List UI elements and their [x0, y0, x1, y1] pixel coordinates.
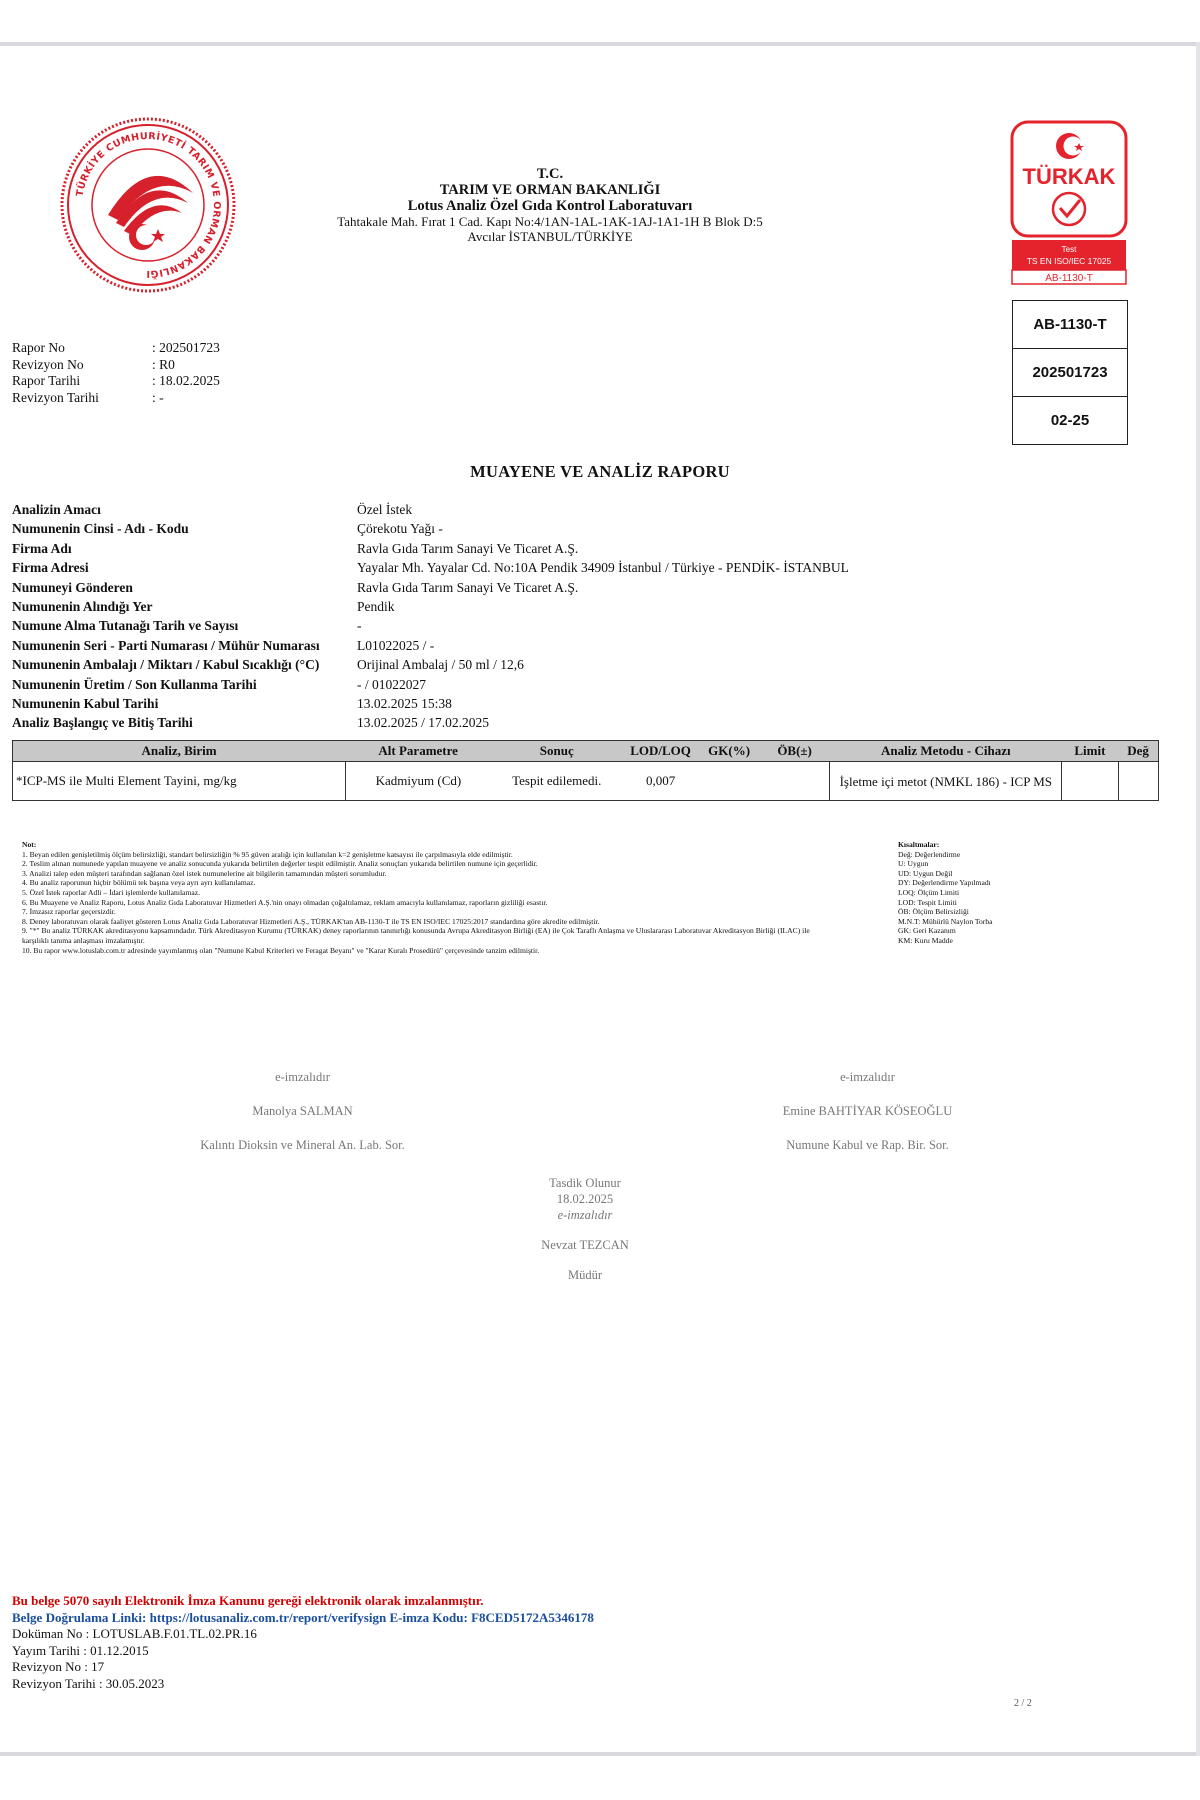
info-value: 13.02.2025 15:38 [357, 696, 452, 712]
info-row [12, 616, 1057, 635]
signature-right [695, 1060, 1040, 1162]
info-value: - / 01022027 [357, 676, 426, 692]
info-key: Numunenin Seri - Parti Numarası / Mühür Numarası [12, 637, 320, 653]
turkak-logo-text: TÜRKAK [1022, 164, 1116, 189]
meta-row [12, 373, 292, 390]
svg-text:TÜRKİYE CUMHURİYETİ TARIM VE O [75, 131, 222, 280]
meta-key: Revizyon No [12, 356, 84, 372]
info-value: Yayalar Mh. Yayalar Cd. No:10A Pendik 34909 İstanbul / Türkiye - PENDİK- İSTANBUL [357, 560, 849, 576]
col-header-gk: GK(%) [699, 741, 759, 762]
abbreviations-section [898, 840, 1078, 946]
meta-row [12, 390, 292, 407]
info-key: Numune Alma Tutanağı Tarih ve Sayısı [12, 618, 239, 634]
abbreviation-item: LOD: Tespit Limiti [898, 897, 957, 907]
table-row [13, 762, 1159, 801]
cell-gk [699, 762, 759, 801]
ministry-seal-logo [58, 115, 238, 295]
info-row [12, 694, 1057, 713]
signature-status: e-imzalıdır [840, 1070, 895, 1084]
note-item: 6. Bu Muayene ve Analiz Raporu, Lotus Analiz Gıda Laboratuvar Hizmetleri A.Ş.'nin onayı olmadan çoğaltılamaz, reklam amacıyla kullanılamaz, raporların gizliliği esastır. [22, 897, 548, 907]
cell-ob [759, 762, 830, 801]
col-header-ob: ÖB(±) [759, 741, 830, 762]
signature-title: Numune Kabul ve Rap. Bir. Sor. [786, 1138, 949, 1152]
turkak-standard: TS EN ISO/IEC 17025 [1026, 256, 1112, 266]
approval-date: 18.02.2025 [556, 1192, 614, 1206]
note-item: 2. Teslim alınan numunede yapılan muayene ve analiz sonucunda yukarıda belirtilen değerler tespit edilmiştir. Analiz sonuçları yukarıda belirtilen numune için geçerlidir. [22, 859, 538, 869]
info-row [12, 519, 1057, 538]
info-value: Orijinal Ambalaj / 50 ml / 12,6 [357, 657, 524, 673]
info-key: Analiz Başlangıç ve Bitiş Tarihi [12, 715, 193, 731]
notes-section [22, 840, 822, 955]
header-ministry: TARIM VE ORMAN BAKANLIĞI [439, 182, 661, 198]
sample-info [12, 500, 1057, 733]
meta-key: Rapor Tarihi [12, 373, 81, 388]
info-row [12, 558, 1057, 577]
info-row [12, 578, 1057, 597]
info-key: Numunenin Kabul Tarihi [12, 696, 159, 712]
info-key: Firma Adı [12, 540, 72, 556]
cell-limit [1062, 762, 1118, 801]
signature-name: Emine BAHTİYAR KÖSEOĞLU [782, 1104, 953, 1118]
page-top-border [0, 42, 1200, 46]
col-header-alt-parametre: Alt Parametre [345, 741, 491, 762]
info-key: Numunenin Alındığı Yer [12, 599, 153, 615]
document-number: Doküman No : LOTUSLAB.F.01.TL.02.PR.16 [12, 1626, 257, 1641]
signature-title: Kalıntı Dioksin ve Mineral An. Lab. Sor. [200, 1138, 405, 1152]
info-row [12, 500, 1057, 519]
report-title: MUAYENE VE ANALİZ RAPORU [470, 462, 730, 481]
info-row [12, 655, 1057, 674]
note-item: 5. Özel İstek raporlar Adli – İdari işlemlerde kullanılamaz. [22, 887, 200, 897]
abbreviation-item: DY: Değerlendirme Yapılmadı [898, 878, 991, 888]
info-key: Numunenin Ambalajı / Miktarı / Kabul Sıcaklığı (°C) [12, 657, 320, 673]
table-header-row [13, 741, 1159, 762]
abbreviation-item: Değ: Değerlendirme [898, 849, 961, 859]
meta-value: : 202501723 [152, 340, 220, 355]
abbreviation-item: M.N.T: Mühürlü Naylon Torba [898, 916, 993, 926]
approval-title: Müdür [567, 1268, 603, 1282]
abbreviation-item: LOQ: Ölçüm Limiti [898, 887, 960, 897]
cell-alt-parametre: Kadmiyum (Cd) [345, 762, 491, 801]
publish-date: Yayım Tarihi : 01.12.2015 [12, 1642, 149, 1658]
info-row [12, 713, 1057, 732]
note-item: 9. "*" Bu analiz TÜRKAK akreditasyonu kapsamındadır. Türk Akreditasyon Kurumu (TÜRKAK) deney raporlarının tanınırlığı konusunda Avrupa Akreditasyon Birliği (EA) ile Çok Taraflı Anlaşma ve Uluslararası Laboratuvar Akreditasyon Birliği (ILAC) ile karşılıklı tanıma anlaşması imzalamıştır. [22, 926, 810, 945]
page-number: 2 / 2 [1014, 1698, 1032, 1709]
info-key: Firma Adresi [12, 560, 89, 576]
page-right-border [1196, 42, 1200, 1756]
info-key: Numunenin Üretim / Son Kullanma Tarihi [12, 676, 257, 692]
cell-lod-loq: 0,007 [622, 762, 699, 801]
abbreviation-item: ÖB: Ölçüm Belirsizliği [898, 907, 969, 917]
cell-analiz: *ICP-MS ile Multi Element Tayini, mg/kg [13, 762, 346, 801]
signature-left [130, 1060, 475, 1162]
turkak-test-label: Test [1061, 245, 1077, 254]
abbreviation-item: UD: Uygun Değil [898, 868, 953, 878]
ref-date-code: 02-25 [1050, 412, 1090, 429]
abbreviation-item: U: Uygun [898, 859, 929, 869]
turkak-accreditation-logo [1010, 120, 1128, 286]
document-footer [12, 1593, 594, 1692]
info-row [12, 539, 1057, 558]
abbreviations-title: Kısaltmalar: [898, 840, 940, 849]
info-value: Çörekotu Yağı - [357, 521, 443, 537]
header-lab-name: Lotus Analiz Özel Gıda Kontrol Laboratuvarı [407, 198, 693, 214]
revision-number: Revizyon No : 17 [12, 1659, 105, 1674]
reference-box [1012, 300, 1128, 445]
info-value: - [357, 618, 362, 634]
report-meta [12, 340, 292, 406]
note-item: 10. Bu rapor www.lotuslab.com.tr adresinde yayımlanmış olan "Numune Kabul Kriterleri ve Feragat Beyanı" ve "Karar Kuralı Prosedürü" çerçevesinde tanzim edilmiştir. [22, 945, 540, 955]
info-value: Özel İstek [357, 502, 413, 517]
notes-title: Not: [22, 840, 37, 849]
info-key: Numuneyi Gönderen [12, 579, 133, 595]
turkak-code: AB-1130-T [1045, 273, 1093, 284]
approval-label: Tasdik Olunur [549, 1176, 621, 1190]
header-tc: T.C. [536, 166, 564, 182]
approval-name: Nevzat TEZCAN [541, 1238, 629, 1252]
seal-text: TÜRKİYE CUMHURİYETİ TARIM VE ORMAN BAKANLIĞI [74, 130, 223, 280]
col-header-limit: Limit [1062, 741, 1118, 762]
header-address-line2: Avcılar İSTANBUL/TÜRKİYE [467, 229, 633, 244]
meta-row [12, 357, 292, 374]
info-value: L01022025 / - [357, 637, 435, 653]
info-value: Ravla Gıda Tarım Sanayi Ve Ticaret A.Ş. [357, 540, 579, 556]
ref-accreditation-no: AB-1130-T [1013, 301, 1127, 349]
col-header-sonuc: Sonuç [491, 741, 622, 762]
signature-name: Manolya SALMAN [252, 1104, 353, 1118]
meta-key: Rapor No [12, 340, 65, 355]
col-header-lod-loq: LOD/LOQ [622, 741, 699, 762]
note-item: 1. Beyan edilen genişletilmiş ölçüm belirsizliği, standart belirsizliğin % 95 güven aralığı için kullanılan k=2 genişletme katsayısı ile çarpılmasıyla elde edilmiştir. [22, 849, 513, 859]
signature-status: e-imzalıdır [275, 1070, 330, 1084]
cell-metod: İşletme içi metot (NMKL 186) - ICP MS [830, 762, 1062, 801]
revision-date: Revizyon Tarihi : 30.05.2023 [12, 1675, 165, 1691]
note-item: 8. Deney laboratuvarı olarak faaliyet gösteren Lotus Analiz Gıda Laboratuvar Hizmetleri A.Ş., TÜRKAK'tan AB-1130-T ile TS EN ISO/IEC 17025:2017 standardına göre akredite edilmiştir. [22, 916, 600, 926]
cell-sonuc: Tespit edilemedi. [491, 762, 622, 801]
header-block [300, 166, 800, 244]
info-value: 13.02.2025 / 17.02.2025 [357, 715, 490, 731]
info-value: Pendik [357, 599, 395, 615]
cell-deg [1118, 762, 1158, 801]
note-item: 3. Analizi talep eden müşteri tarafından sağlanan özel istek numunelerine ait bilgilerin tamamından müşteri sorumludur. [22, 868, 387, 878]
verification-link[interactable]: Belge Doğrulama Linki: https://lotusanaliz.com.tr/report/verifysign E-imza Kodu: F8CED5172A5346178 [12, 1609, 594, 1625]
col-header-analiz: Analiz, Birim [13, 741, 346, 762]
abbreviation-item: KM: Kuru Madde [898, 935, 953, 945]
meta-value: : R0 [152, 356, 175, 372]
results-table [12, 740, 1159, 801]
info-row [12, 636, 1057, 655]
header-address-line1: Tahtakale Mah. Fırat 1 Cad. Kapı No:4/1AN-1AL-1AK-1AJ-1A1-1H B Blok D:5 [337, 214, 763, 229]
signature-approval [440, 1175, 730, 1283]
page-bottom-border [0, 1752, 1200, 1756]
meta-value: : - [152, 389, 164, 405]
note-item: 7. İmzasız raporlar geçersizdir. [22, 907, 116, 917]
e-signature-legal-notice: Bu belge 5070 sayılı Elektronik İmza Kanunu gereği elektronik olarak imzalanmıştır. [12, 1593, 484, 1608]
approval-status: e-imzalıdır [557, 1208, 613, 1222]
meta-row [12, 340, 292, 357]
meta-value: : 18.02.2025 [152, 373, 220, 388]
info-row [12, 597, 1057, 616]
info-key: Numunenin Cinsi - Adı - Kodu [12, 521, 189, 537]
ref-report-no: 202501723 [1013, 349, 1127, 397]
col-header-deg: Değ [1118, 741, 1158, 762]
meta-key: Revizyon Tarihi [12, 389, 99, 405]
note-item: 4. Bu analiz raporunun hiçbir bölümü tek başına veya ayrı ayrı kullanılamaz. [22, 878, 256, 888]
col-header-metod: Analiz Metodu - Cihazı [830, 741, 1062, 762]
info-key: Analizin Amacı [12, 502, 101, 517]
info-row [12, 675, 1057, 694]
info-value: Ravla Gıda Tarım Sanayi Ve Ticaret A.Ş. [357, 579, 579, 595]
abbreviation-item: GK: Geri Kazanım [898, 926, 956, 936]
